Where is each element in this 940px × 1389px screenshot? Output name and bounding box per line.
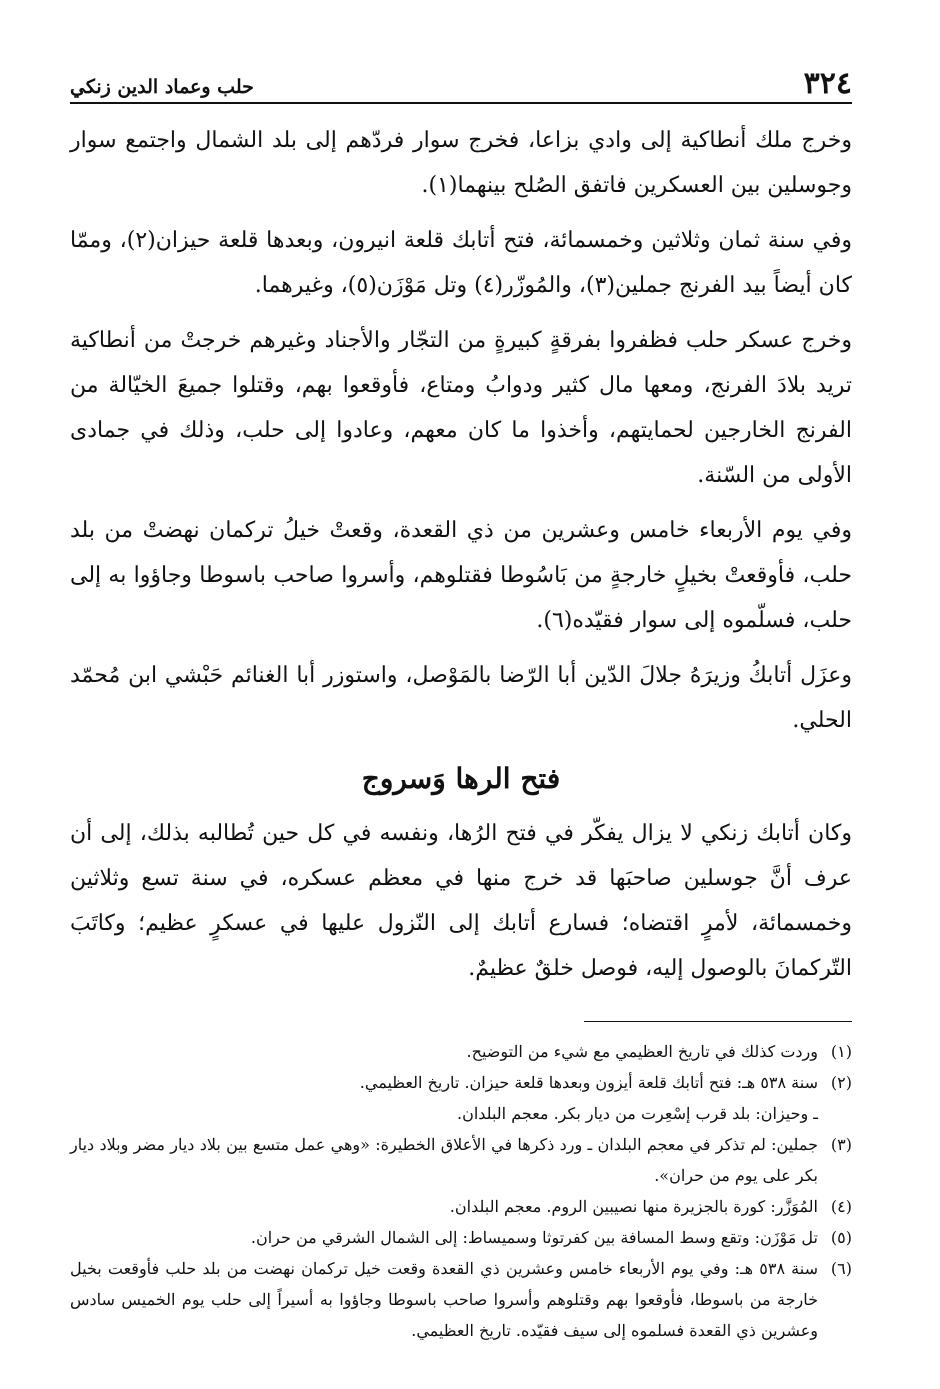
footnote [70, 1129, 852, 1191]
body-paragraph: وفي سنة ثمان وثلاثين وخمسمائة، فتح أتابك قلعة انيرون، وبعدها قلعة حيزان(٢)، وممّا كان أيضاً بيد الفرنج جملين(٣)، والمُوزّر(٤) وتل مَوْزَن(٥)، وغيرهما. [70, 228, 852, 298]
body-paragraph: وخرج عسكر حلب فظفروا بفرقةٍ كبيرةٍ من التجّار والأجناد وغيرهم خرجتْ من أنطاكية تريد بلادَ الفرنج، ومعها مال كثير ودوابُ ومتاع، فأوقعوا بهم، وقتلوا جميعَ الخيّالة من الفرنج الخارجين لحمايتهم، وأخذوا ما كان معهم، وعادوا إلى حلب، وذلك في جمادى الأولى من السّنة. [70, 328, 852, 488]
footnote-divider [584, 1021, 852, 1022]
body-paragraph: وفي يوم الأربعاء خامس وعشرين من ذي القعدة، وقعتْ خيلُ تركمان نهضتْ من بلد حلب، فأوقعتْ بخيلٍ خارجةٍ من بَاسُوطا فقتلوهم، وأسروا صاحب باسوطا وجاؤوا به إلى حلب، فسلّموه إلى سوار فقيّده(٦). [70, 518, 852, 633]
footnote [70, 1067, 852, 1098]
body-paragraph: وخرج ملك أنطاكية إلى وادي بزاعا، فخرج سوار فردّهم إلى بلد الشمال واجتمع سوار وجوسلين بين العسكرين فاتفق الصُلح بينهما(١). [70, 128, 852, 198]
footnote-number: (٤) [830, 1197, 852, 1216]
footnote [70, 1191, 852, 1222]
body-paragraph: وعزَل أتابكُ وزيرَهُ جلالَ الدّين أبا الرّضا بالمَوْصل، واستوزر أبا الغنائم حَبْشي ابن مُحمّد الحلي. [70, 663, 852, 733]
footnote-text: سنة ٥٣٨ هـ: فتح أتابك قلعة أيزون وبعدها قلعة حيزان. تاريخ العظيمي. [359, 1073, 818, 1092]
running-title: حلب وعماد الدين زنكي [70, 76, 254, 98]
footnote-text: المُوَزَّر: كورة بالجزيرة منها نصيبين الروم. معجم البلدان. [449, 1197, 818, 1216]
footnote [70, 1253, 852, 1346]
footnote-text: سنة ٥٣٨ هـ: وفي يوم الأربعاء خامس وعشرين ذي القعدة وقعت خيل تركمان نهضت من بلد حلب فأوقعت بخيل خارجة من باسوطا، فأوقعوا بهم وقتلوهم وأسروا صاحب باسوطا وجاؤوا به أسيراً إلى حلب يوم الخميس سادس وعشرين ذي القعدة فسلموه إلى سيف فقيّده. تاريخ العظيمي. [70, 1259, 818, 1340]
footnote-number: (٥) [830, 1228, 852, 1247]
footnote [70, 1036, 852, 1067]
footnote-number: (٦) [830, 1259, 852, 1278]
footnote-number [818, 1098, 852, 1129]
footnote-text: تل مَوْزَن: وتقع وسط المسافة بين كفرتوثا وسميساط: إلى الشمال الشرقي من حران. [250, 1228, 818, 1247]
body-paragraph: وكان أتابك زنكي لا يزال يفكّر في فتح الرُها، ونفسه في كل حين تُطالبه بذلك، إلى أن عرف أنَّ جوسلين صاحبَها قد خرج منها في معظم عسكره، في سنة تسع وثلاثين وخمسمائة، لأمرٍ اقتضاه؛ فسارع أتابك إلى النّزول عليها في عسكرٍ عظيم؛ وكاتَبَ التّركمانَ بالوصول إليه، فوصل خلقٌ عظيمٌ. [70, 821, 852, 981]
footnote-text: وردت كذلك في تاريخ العظيمي مع شيء من التوضيح. [466, 1042, 818, 1061]
footnotes [70, 1036, 852, 1346]
footnote-number: (٢) [830, 1073, 852, 1092]
footnote [70, 1098, 852, 1129]
footnote-number: (٣) [830, 1135, 852, 1154]
page-number: ٣٢٤ [803, 66, 852, 101]
main-text [70, 118, 852, 991]
footnote-text: ـ وحيزان: بلد قرب إسْعِرت من ديار بكر. معجم البلدان. [457, 1104, 818, 1123]
footnote-text: جملين: لم تذكر في معجم البلدان ـ ورد ذكرها في الأعلاق الخطيرة: «وهي عمل متسع بين بلاد ديار مضر وبلاد ديار بكر على يوم من حران». [70, 1135, 818, 1185]
section-heading: فتح الرها وَسروج [361, 762, 561, 795]
footnote [70, 1222, 852, 1253]
page-header [70, 62, 852, 104]
footnote-number: (١) [830, 1042, 852, 1061]
